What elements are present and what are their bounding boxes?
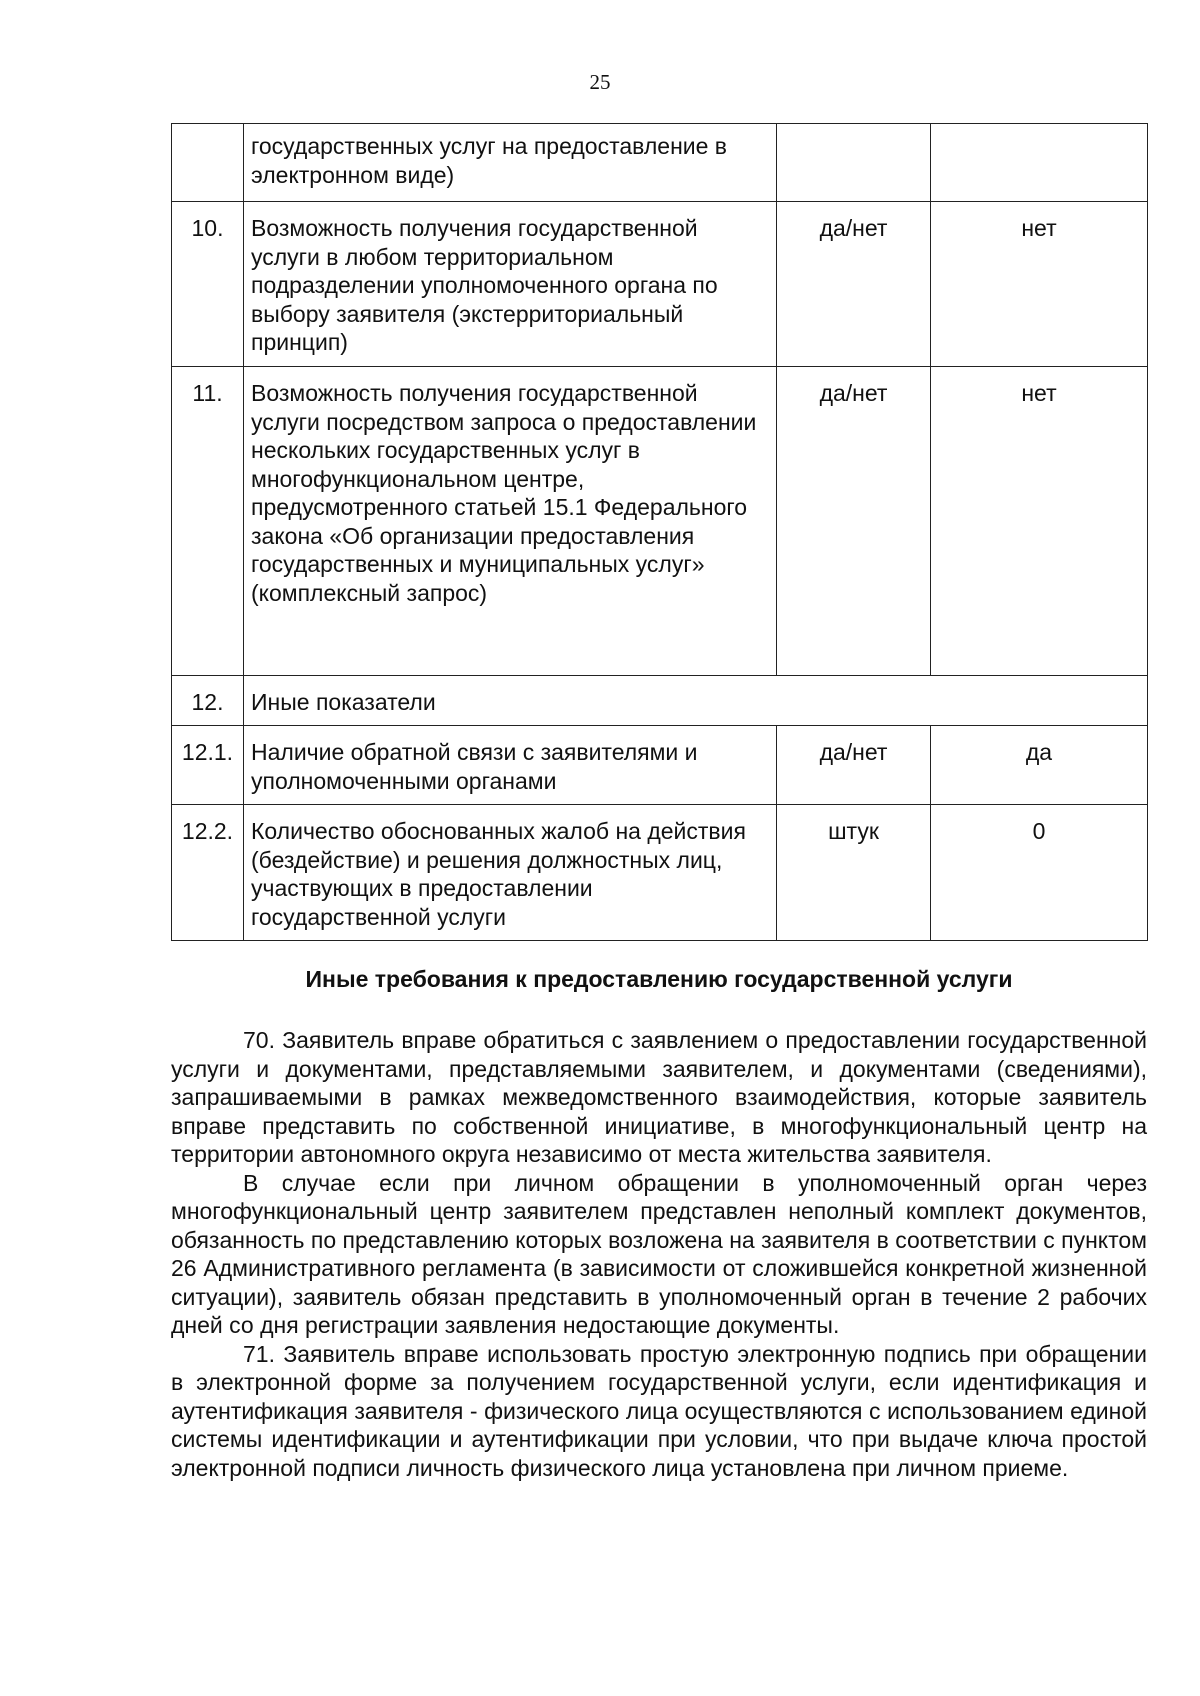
row-unit bbox=[777, 124, 931, 202]
row-number bbox=[172, 124, 244, 202]
table-row bbox=[172, 124, 1148, 202]
table-row bbox=[172, 202, 1148, 367]
table-row bbox=[172, 676, 1148, 726]
body-text bbox=[171, 1026, 1147, 1482]
row-unit: да/нет bbox=[777, 202, 931, 367]
table-row bbox=[172, 726, 1148, 805]
row-unit: да/нет bbox=[777, 367, 931, 676]
row-number: 11. bbox=[172, 367, 244, 676]
row-description: Количество обоснованных жалоб на действия (бездействие) и решения должностных лиц, участвующих в предоставлении государственной услуги bbox=[244, 805, 777, 941]
paragraph: 70. Заявитель вправе обратиться с заявлением о предоставлении государственной услуги и документами, представляемыми заявителем, и документами (сведениями), запрашиваемыми в рамках межведомственного взаимодействия, которые заявитель вправе представить по собственной инициативе, в многофункциональный центр на территории автономного округа независимо от места жительства заявителя. bbox=[171, 1027, 1147, 1167]
row-value bbox=[931, 124, 1148, 202]
page-number: 25 bbox=[589, 70, 611, 94]
row-number: 12.2. bbox=[172, 805, 244, 941]
row-description: Возможность получения государственной услуги в любом территориальном подразделении уполномоченного органа по выбору заявителя (экстерриториальный принцип) bbox=[244, 202, 777, 367]
row-description: Иные показатели bbox=[244, 676, 1148, 726]
paragraph: В случае если при личном обращении в уполномоченный орган через многофункциональный центр заявителем представлен неполный комплект документов, обязанность по представлению которых возложена на заявителя в соответствии с пунктом 26 Административного регламента (в зависимости от сложившейся конкретной жизненной ситуации), заявитель обязан представить в уполномоченный орган в течение 2 рабочих дней со дня регистрации заявления недостающие документы. bbox=[171, 1169, 1147, 1338]
row-unit: штук bbox=[777, 805, 931, 941]
row-description: Возможность получения государственной услуги посредством запроса о предоставлении нескольких государственных услуг в многофункциональном центре, предусмотренного статьей 15.1 Федерального закона «Об организации предоставления государственных и муниципальных услуг» (комплексный запрос) bbox=[244, 367, 777, 676]
table-row bbox=[172, 367, 1148, 676]
table-row bbox=[172, 805, 1148, 941]
row-unit: да/нет bbox=[777, 726, 931, 805]
section-heading: Иные требования к предоставлению государственной услуги bbox=[305, 966, 1013, 992]
indicators-table bbox=[171, 123, 1148, 941]
row-description: Наличие обратной связи с заявителями и уполномоченными органами bbox=[244, 726, 777, 805]
row-value: да bbox=[931, 726, 1148, 805]
row-value: нет bbox=[931, 367, 1148, 676]
paragraph: 71. Заявитель вправе использовать простую электронную подпись при обращении в электронной форме за получением государственной услуги, если идентификация и аутентификация заявителя - физического лица осуществляются с использованием единой системы идентификации и аутентификации при условии, что при выдаче ключа простой электронной подписи личность физического лица установлена при личном приеме. bbox=[171, 1340, 1147, 1481]
row-number: 12. bbox=[172, 676, 244, 726]
row-value: 0 bbox=[931, 805, 1148, 941]
row-description: государственных услуг на предоставление в электронном виде) bbox=[244, 124, 777, 202]
row-number: 10. bbox=[172, 202, 244, 367]
row-value: нет bbox=[931, 202, 1148, 367]
row-number: 12.1. bbox=[172, 726, 244, 805]
